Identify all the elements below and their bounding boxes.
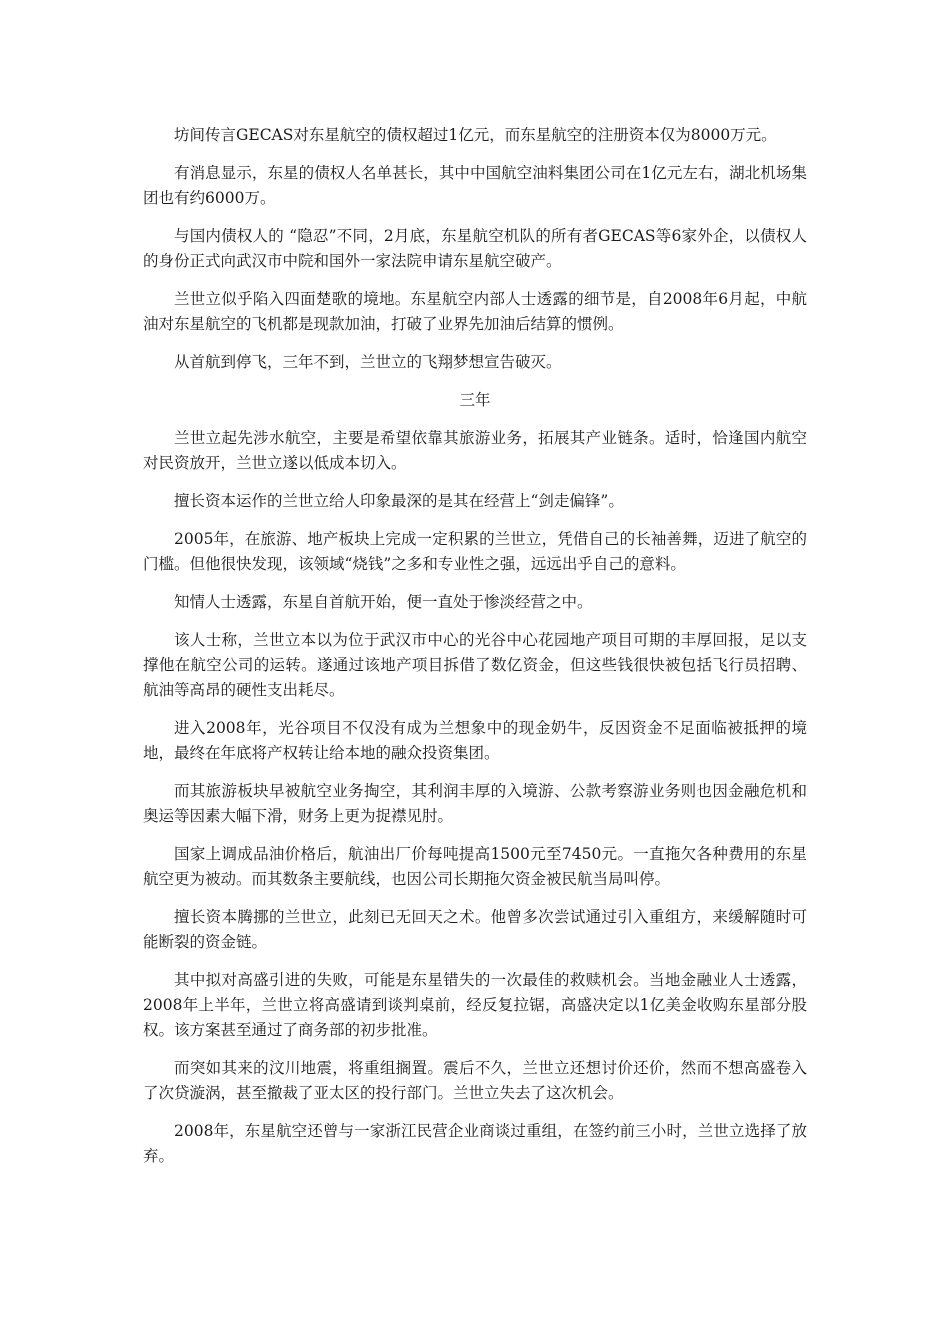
- paragraph: 有消息显示，东星的债权人名单甚长，其中中国航空油料集团公司在1亿元左右，湖北机场集团也有约6000万。: [143, 164, 807, 207]
- paragraph: 坊间传言GECAS对东星航空的债权超过1亿元，而东星航空的注册资本仅为8000万元。: [174, 126, 777, 144]
- paragraph: 2005年，在旅游、地产板块上完成一定积累的兰世立，凭借自己的长袖善舞，迈进了航空的门槛。但他很快发现，该领域“烧钱”之多和专业性之强，远远出乎自己的意料。: [143, 530, 807, 573]
- section-heading: 三年: [459, 391, 491, 409]
- paragraph: 国家上调成品油价格后，航油出厂价每吨提高1500元至7450元。一直拖欠各种费用的东星航空更为被动。而其数条主要航线，也因公司长期拖欠资金被民航当局叫停。: [143, 845, 807, 888]
- paragraph: 其中拟对高盛引进的失败，可能是东星错失的一次最佳的救赎机会。当地金融业人士透露，2008年上半年，兰世立将高盛请到谈判桌前，经反复拉锯，高盛决定以1亿美金收购东星部分股权。该方案甚至通过了商务部的初步批准。: [143, 971, 807, 1039]
- paragraph: 从首航到停飞，三年不到，兰世立的飞翔梦想宣告破灭。: [174, 353, 562, 371]
- paragraph: 兰世立似乎陷入四面楚歌的境地。东星航空内部人士透露的细节是，自2008年6月起，中航油对东星航空的飞机都是现款加油，打破了业界先加油后结算的惯例。: [143, 290, 807, 333]
- paragraph: 该人士称，兰世立本以为位于武汉市中心的光谷中心花园地产项目可期的丰厚回报，足以支撑他在航空公司的运转。遂通过该地产项目拆借了数亿资金，但这些钱很快被包括飞行员招聘、航油等高昂的硬性支出耗尽。: [143, 631, 807, 699]
- article-body: [143, 123, 807, 1182]
- paragraph: 而其旅游板块早被航空业务掏空，其利润丰厚的入境游、公款考察游业务则也因金融危机和奥运等因素大幅下滑，财务上更为捉襟见肘。: [143, 782, 807, 825]
- paragraph: 兰世立起先涉水航空，主要是希望依靠其旅游业务，拓展其产业链条。适时，恰逢国内航空对民资放开，兰世立遂以低成本切入。: [143, 429, 807, 472]
- paragraph: 进入2008年，光谷项目不仅没有成为兰想象中的现金奶牛，反因资金不足面临被抵押的境地，最终在年底将产权转让给本地的融众投资集团。: [143, 719, 807, 762]
- paragraph: 而突如其来的汶川地震，将重组搁置。震后不久，兰世立还想讨价还价，然而不想高盛卷入了次贷漩涡，甚至撤裁了亚太区的投行部门。兰世立失去了这次机会。: [143, 1059, 807, 1102]
- paragraph: 2008年，东星航空还曾与一家浙江民营企业商谈过重组，在签约前三小时，兰世立选择了放弃。: [143, 1122, 807, 1165]
- paragraph: 知情人士透露，东星自首航开始，便一直处于惨淡经营之中。: [174, 593, 593, 611]
- paragraph: 擅长资本运作的兰世立给人印象最深的是其在经营上“剑走偏锋”。: [174, 492, 624, 510]
- paragraph: 与国内债权人的 “隐忍”不同，2月底，东星航空机队的所有者GECAS等6家外企，以债权人的身份正式向武汉市中院和国外一家法院申请东星航空破产。: [143, 227, 807, 270]
- paragraph: 擅长资本腾挪的兰世立，此刻已无回天之术。他曾多次尝试通过引入重组方，来缓解随时可能断裂的资金链。: [143, 908, 807, 951]
